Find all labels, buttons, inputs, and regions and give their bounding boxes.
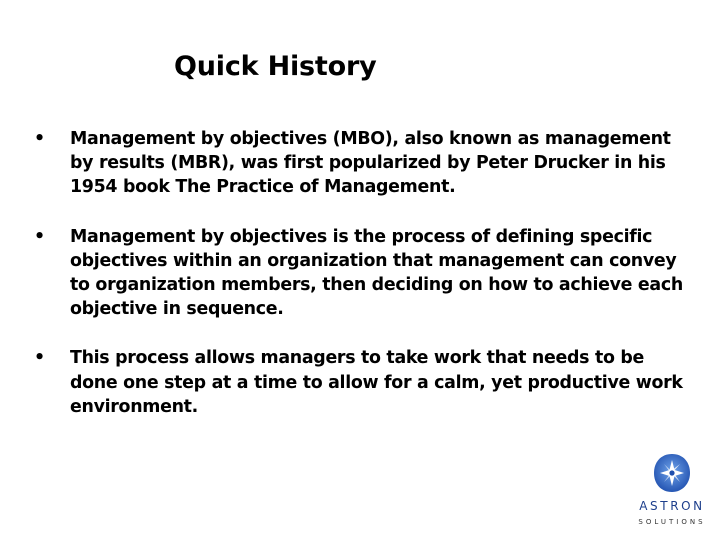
bullet-marker: • <box>34 226 45 247</box>
bullet-marker: • <box>34 129 45 149</box>
bullet-text: Management by objectives (MBO), also known as management by results (MBR), was first popularized by Peter Drucker in his 1954 book The Practice of Management. <box>70 129 671 198</box>
bullet-item <box>34 127 694 200</box>
bullet-item <box>34 346 694 419</box>
logo-tagline: SOLUTIONS <box>638 518 706 526</box>
astron-logo <box>634 452 710 532</box>
bullet-item <box>34 225 694 322</box>
logo-name: ASTRON <box>639 499 705 513</box>
bullet-marker: • <box>34 348 45 369</box>
slide-title: Quick History <box>174 51 377 82</box>
bullet-list <box>34 127 694 419</box>
star-burst-icon <box>652 452 692 494</box>
bullet-text: Management by objectives is the process of defining specific objectives within an organization that management can convey to organization members, then deciding on how to achieve each objective in sequence. <box>70 226 683 320</box>
bullet-text: This process allows managers to take work that needs to be done one step at a time to allow for a calm, yet productive work environment. <box>70 348 683 417</box>
